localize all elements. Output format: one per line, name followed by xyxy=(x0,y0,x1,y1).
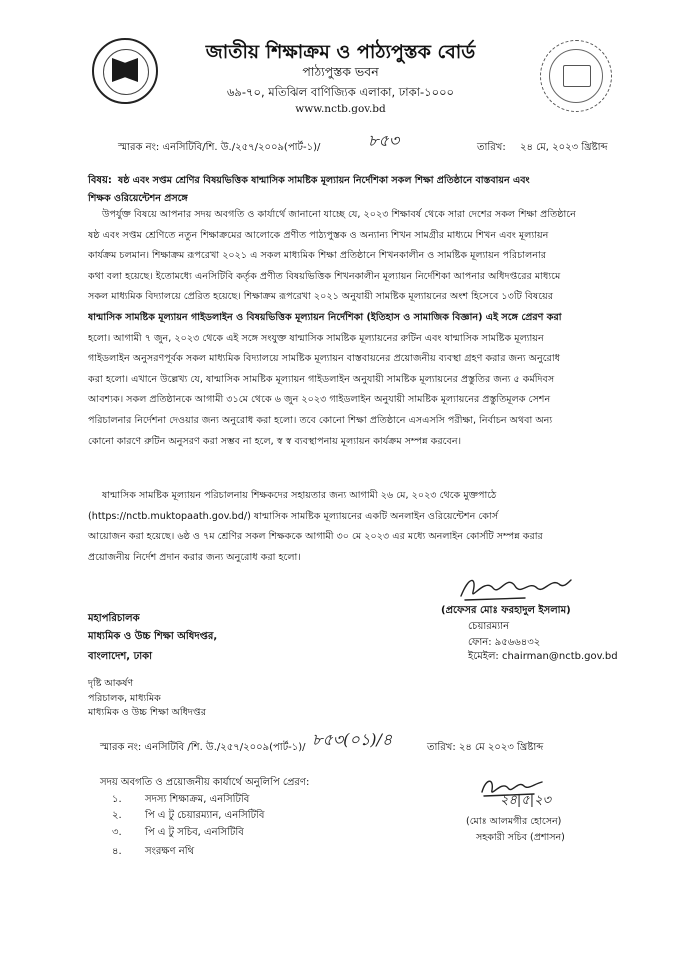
copy-item-number: ৪. xyxy=(112,846,122,857)
recipient-line-1: মহাপরিচালক xyxy=(88,613,140,624)
recipient-line-2: মাধ্যমিক ও উচ্চ শিক্ষা অধিদপ্তর, xyxy=(88,631,218,642)
memo-ref-label: স্মারক নং: এনসিটিবি/শি. উ./২৫৭/২০০৯(পার্ট-১)/ xyxy=(118,142,321,153)
memo2-ref-label: স্মারক নং: এনসিটিবি /শি. উ./২৫৭/২০০৯(পার্ট-১)/ xyxy=(100,742,306,753)
paragraph-line: উপর্যুক্ত বিষয়ে আপনার সদয় অবগতি ও কার্যার্থে জানানো যাচ্ছে যে, ২০২৩ শিক্ষাবর্ষ থেকে সারা দেশের সকল শিক্ষা প্রতিষ্ঠানে xyxy=(102,209,576,220)
signatory-phone: ফোন: ৯৫৬৬৪৩২ xyxy=(468,637,541,648)
subject-label: বিষয়: xyxy=(88,175,112,186)
paragraph-line: প্রয়োজনীয় নির্দেশ প্রদান করার জন্য অনুরোধ করা হলো। xyxy=(88,551,301,563)
memo-date-value: ২৪ মে, ২০২৩ খ্রিষ্টাব্দ xyxy=(520,142,608,153)
org-address: ৬৯-৭০, মতিঝিল বাণিজ্যিক এলাকা, ঢাকা-১০০০ xyxy=(226,85,455,99)
paragraph-line: করা হলো। এখানে উল্লেখ্য যে, ষান্মাসিক সামষ্টিক মূল্যায়ন গাইডলাইন অনুযায়ী সামষ্টিক মূল্যায়নের প্রস্তুতির জন্য ৫ কর্মদিবস xyxy=(88,373,555,385)
copy-intro: সদয় অবগতি ও প্রয়োজনীয় কার্যার্থে অনুলিপি প্রেরণ: xyxy=(100,777,310,788)
copy-item-text: পি এ টু সচিব, এনসিটিবি xyxy=(145,827,244,838)
subject-line-2: শিক্ষক ওরিয়েন্টেশন প্রসঙ্গে xyxy=(88,193,188,204)
memo2-ref-handwritten: ৮৫৩(০১)/৪ xyxy=(312,730,393,749)
recipient-line-3: বাংলাদেশ, ঢাকা xyxy=(88,651,153,662)
paragraph-line: কার্যক্রম চলমান। শিক্ষাক্রম রূপরেখা ২০২১ এ সকল মাধ্যমিক শিক্ষা প্রতিষ্ঠানে শিখনকালীন ও সামষ্টিক মূল্যায়ন পরিচালনার xyxy=(88,250,546,262)
attention-line-1: পরিচালক, মাধ্যমিক xyxy=(88,693,161,704)
memo-date-label: তারিখ: xyxy=(477,142,506,153)
attention-line-2: মাধ্যমিক ও উচ্চ শিক্ষা অধিদপ্তর xyxy=(88,707,206,718)
paragraph-line: ষান্মাসিক সামষ্টিক মূল্যায়ন পরিচালনায় শিক্ষকদের সহায়তার জন্য আগামী ২৬ মে, ২০২৩ থেকে মুক্তপাঠে xyxy=(102,490,497,501)
paragraph-line: কোনো কারণে রুটিন অনুসরণ করা সম্ভব না হলে, স্ব স্ব ব্যবস্থাপনায় মূল্যায়ন কার্যক্রম সম্পন্ন করবেন। xyxy=(88,435,462,447)
subject-line-1: ষষ্ঠ এবং সপ্তম শ্রেণির বিষয়ভিত্তিক ষান্মাসিক সামষ্টিক মূল্যায়ন নির্দেশিকা সকল শিক্ষা প্রতিষ্ঠানে বাস্তবায়ন এবং xyxy=(118,175,530,186)
body-paragraph-1 xyxy=(88,205,596,452)
paragraph-line: গাইডলাইন অনুসরণপূর্বক সকল মাধ্যমিক বিদ্যালয়ে সামষ্টিক মূল্যায়ন বাস্তবায়নের প্রয়োজনীয় ব্যবস্থা গ্রহণ করার জন্য অনুরোধ xyxy=(88,353,560,365)
signatory-title: চেয়ারম্যান xyxy=(468,621,510,632)
copy-item-number: ৩. xyxy=(112,827,122,838)
paragraph-line: সকল মাধ্যমিক বিদ্যালয়ে প্রেরিত হয়েছে। শিক্ষাক্রম রূপরেখা ২০২১ অনুযায়ী সামষ্টিক মূল্যায়নের অংশ হিসেবে ১৩টি বিষয়ের xyxy=(88,291,554,303)
paragraph-line: আবশ্যক। সকল প্রতিষ্ঠানকে আগামী ৩১মে থেকে ৬ জুন ২০২৩ গাইডলাইন অনুযায়ী সামষ্টিক মূল্যায়নের প্রস্তুতিমূলক সেশন xyxy=(88,394,551,406)
org-building: পাঠ্যপুস্তক ভবন xyxy=(302,64,379,79)
copy-item-number: ২. xyxy=(112,810,122,821)
assistant-sign-date: ২৪|৫|২৩ xyxy=(500,793,551,808)
signatory-name: (প্রফেসর মোঃ ফরহাদুল ইসলাম) xyxy=(441,605,571,616)
memo-ref-handwritten: ৮৫৩ xyxy=(368,131,400,150)
paragraph-line: কথা বলা হয়েছে। ইতোমধ্যে এনসিটিবি কর্তৃক প্রণীত বিষয়ভিত্তিক শিখনকালীন মূল্যায়ন নির্দেশিকা আপনার অধিদপ্তরের মাধ্যমে xyxy=(88,270,561,282)
attention-label: দৃষ্টি আকর্ষণ xyxy=(88,678,134,689)
paragraph-line: পরিচালনার নির্দেশনা দেওয়ার জন্য অনুরোধ করা হলো। তবে কোনো শিক্ষা প্রতিষ্ঠানে এসএসসি পরীক্ষা, নির্বাচন অথবা অন্য xyxy=(88,414,553,426)
copy-item-text: পি এ টু চেয়ারম্যান, এনসিটিবি xyxy=(145,810,265,821)
chairman-signature-icon xyxy=(455,570,575,606)
paragraph-line: ষষ্ঠ এবং সপ্তম শ্রেণিতে নতুন শিক্ষাক্রমের আলোকে প্রণীত পাঠ্যপুস্তক ও অন্যান্য শিখন সামগ্রীর মাধ্যমে শিখন এবং মূল্যায়ন xyxy=(88,229,549,241)
muktopaath-link-line[interactable]: (https://nctb.muktopaath.gov.bd/) ষান্মাসিক সামষ্টিক মূল্যায়নের একটি অনলাইন ওরিয়েন্টেশন কোর্স xyxy=(88,510,499,522)
paragraph-line: ষান্মাসিক সামষ্টিক মূল্যায়ন গাইডলাইন ও বিষয়ভিত্তিক মূল্যায়ন নির্দেশিকা (ইতিহাস ও সামাজিক বিজ্ঞান) এই সঙ্গে প্রেরণ করা xyxy=(88,311,562,323)
signatory-email[interactable]: ইমেইল: chairman@nctb.gov.bd xyxy=(468,651,618,662)
assistant-signer-name: (মোঃ আলমগীর হোসেন) xyxy=(466,816,562,827)
assistant-signer-title: সহকারী সচিব (প্রশাসন) xyxy=(476,832,565,843)
copy-item-text: সদস্য শিক্ষাক্রম, এনসিটিবি xyxy=(145,794,250,805)
paragraph-line: আয়োজন করা হয়েছে। ৬ষ্ঠ ও ৭ম শ্রেণির সকল শিক্ষককে আগামী ৩০ মে ২০২৩ এর মধ্যে অনলাইন কোর্সটি সম্পন্ন করার xyxy=(88,531,543,543)
body-paragraph-2 xyxy=(88,486,596,568)
org-website-link[interactable]: www.nctb.gov.bd xyxy=(295,103,386,115)
paragraph-line: হলো। আগামী ৭ জুন, ২০২৩ থেকে এই সঙ্গে সংযুক্ত ষান্মাসিক সামষ্টিক মূল্যায়নের রুটিন এবং ষান্মাসিক সামষ্টিক মূল্যায়ন xyxy=(88,332,544,344)
copy-item-text: সংরক্ষণ নথি xyxy=(145,846,195,857)
memo2-date: তারিখ: ২৪ মে ২০২৩ খ্রিষ্টাব্দ xyxy=(427,742,544,753)
copy-item-number: ১. xyxy=(112,794,122,805)
org-name: জাতীয় শিক্ষাক্রম ও পাঠ্যপুস্তক বোর্ড xyxy=(205,41,476,63)
